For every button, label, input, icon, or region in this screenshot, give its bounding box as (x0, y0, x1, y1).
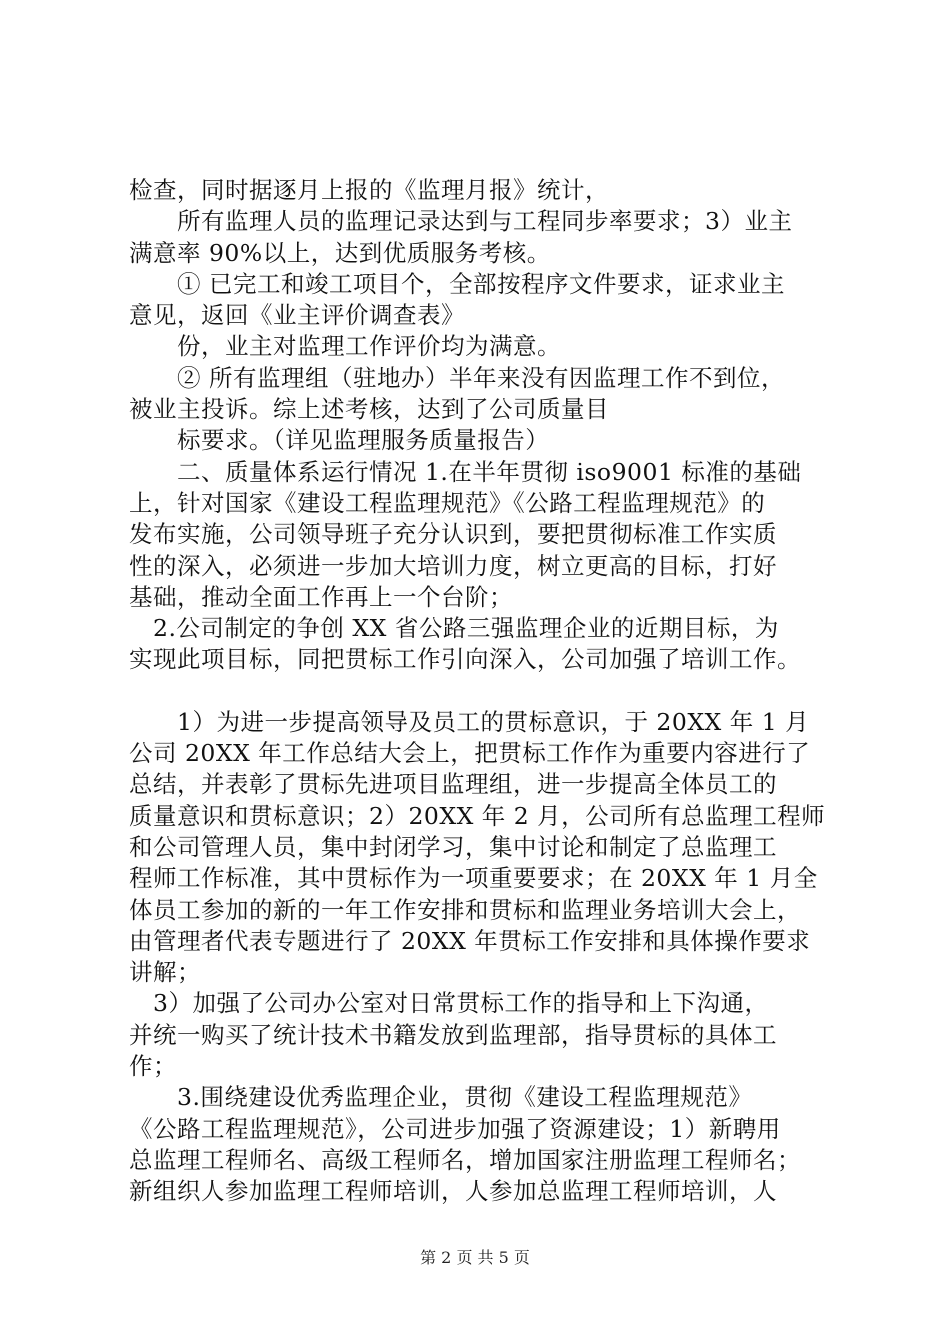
text-line: 2.公司制定的争创 XX 省公路三强监理企业的近期目标，为 (129, 614, 779, 643)
text-line: 检查，同时据逐月上报的《监理月报》统计， (129, 176, 609, 204)
text-line: 程师工作标准，其中贯标作为一项重要要求；在 20XX 年 1 月全 (129, 864, 818, 893)
text-line: ① 已完工和竣工项目个，全部按程序文件要求，证求业主 (129, 269, 785, 298)
text-line: 新组织人参加监理工程师培训，人参加总监理工程师培训，人 (129, 1177, 777, 1206)
text-line: 作； (129, 1052, 177, 1081)
text-line: 实现此项目标，同把贯标工作引向深入，公司加强了培训工作。 (129, 645, 801, 674)
text-line: 所有监理人员的监理记录达到与工程同步率要求；3）业主 (129, 207, 793, 236)
text-line: 满意率 90%以上，达到优质服务考核。 (129, 238, 551, 267)
text-line: 总监理工程师名、高级工程师名，增加国家注册监理工程师名； (129, 1145, 801, 1174)
text-line: 上，针对国家《建设工程监理规范》《公路工程监理规范》的 (129, 488, 766, 517)
text-line: 被业主投诉。综上述考核，达到了公司质量目 (129, 395, 609, 424)
text-line: 发布实施，公司领导班子充分认识到，要把贯彻标准工作实质 (129, 520, 777, 549)
text-line: 和公司管理人员，集中封闭学习，集中讨论和制定了总监理工 (129, 832, 777, 861)
text-line: 3）加强了公司办公室对日常贯标工作的指导和上下沟通， (129, 989, 769, 1018)
text-line: ② 所有监理组（驻地办）半年来没有因监理工作不到位， (129, 363, 785, 392)
text-line: 份，业主对监理工作评价均为满意。 (129, 332, 561, 361)
text-line: 质量意识和贯标意识；2）20XX 年 2 月，公司所有总监理工程师 (129, 801, 826, 830)
text-line: 标要求。（详见监理服务质量报告） (129, 426, 550, 455)
text-line (129, 676, 829, 707)
text-line: 意见，返回《业主评价调查表》 (129, 301, 465, 330)
body-text (129, 175, 829, 1208)
text-line: 《公路工程监理规范》，公司进步加强了资源建设；1）新聘用 (129, 1114, 781, 1143)
text-line: 3.围绕建设优秀监理企业，贯彻《建设工程监理规范》 (129, 1083, 753, 1112)
text-line: 体员工参加的新的一年工作安排和贯标和监理业务培训大会上， (129, 895, 801, 924)
text-line: 公司 20XX 年工作总结大会上，把贯标工作作为重要内容进行了 (129, 739, 811, 768)
text-line: 1）为进一步提高领导及员工的贯标意识，于 20XX 年 1 月 (129, 707, 810, 736)
text-line: 由管理者代表专题进行了 20XX 年贯标工作安排和具体操作要求 (129, 926, 811, 955)
text-line: 基础，推动全面工作再上一个台阶； (129, 582, 513, 611)
text-line: 性的深入，必须进一步加大培训力度，树立更高的目标，打好 (129, 551, 777, 580)
text-line: 讲解； (129, 958, 201, 987)
text-line: 总结，并表彰了贯标先进项目监理组，进一步提高全体员工的 (129, 770, 777, 799)
page-footer: 第 2 页 共 5 页 (420, 1248, 530, 1267)
text-line: 并统一购买了统计技术书籍发放到监理部，指导贯标的具体工 (129, 1020, 777, 1049)
text-line: 二、质量体系运行情况 1.在半年贯彻 iso9001 标准的基础 (129, 457, 802, 486)
